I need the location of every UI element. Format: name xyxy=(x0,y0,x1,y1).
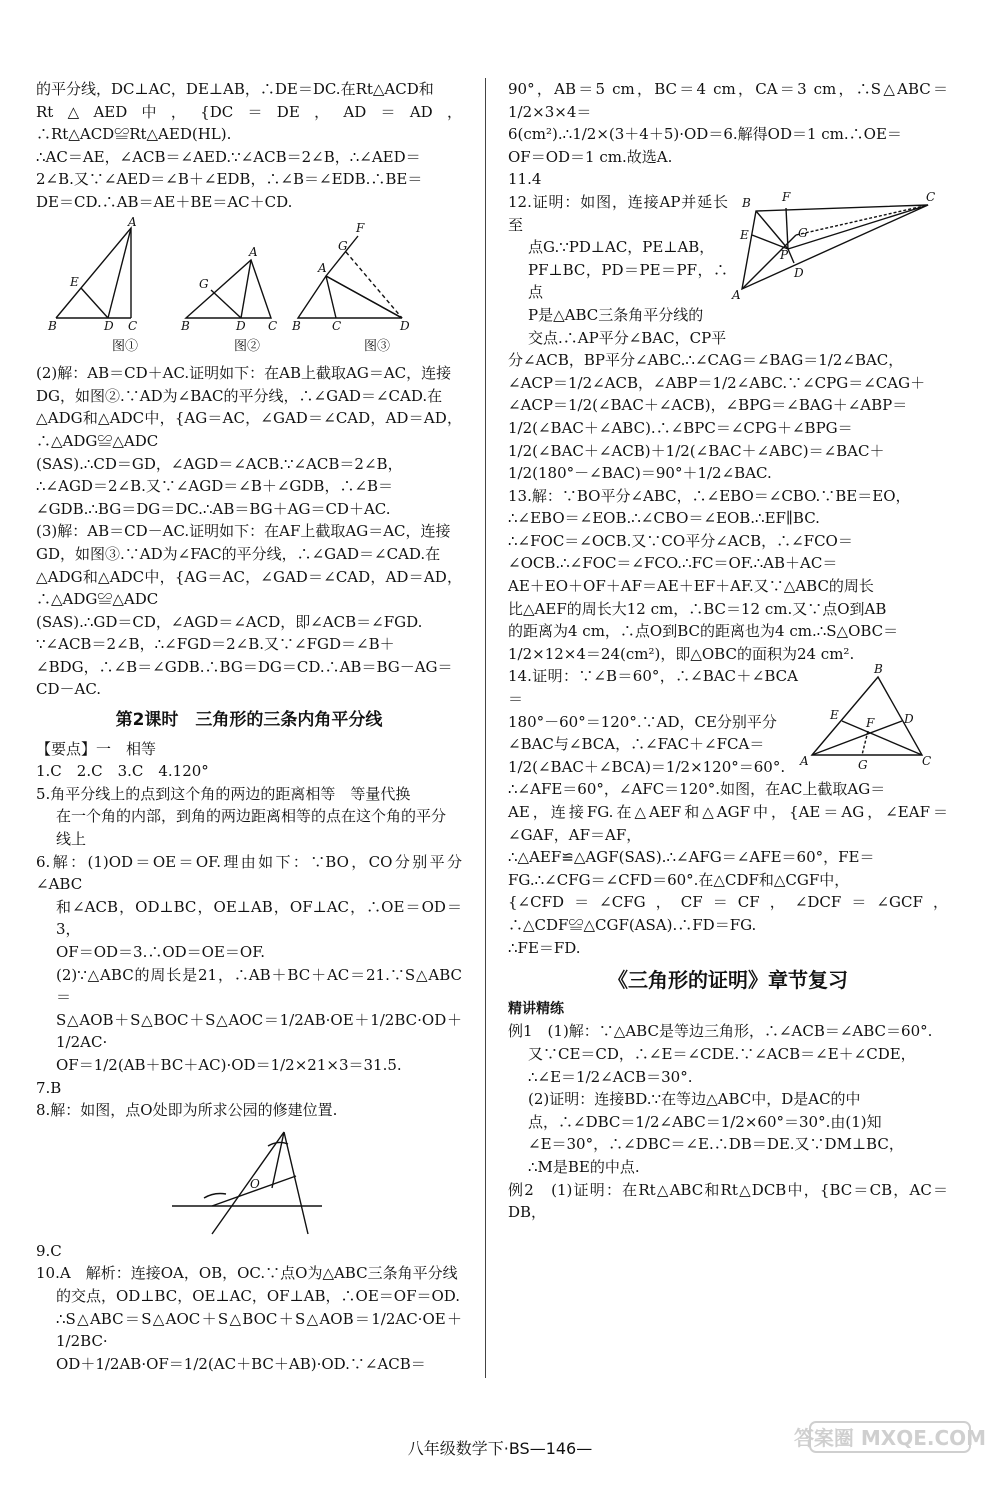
svg-text:A: A xyxy=(128,214,137,229)
column-divider xyxy=(485,78,486,1378)
svg-text:G: G xyxy=(338,238,348,253)
text-line: 在一个角的内部，到角的两边距离相等的点在这个角的平分 xyxy=(56,807,447,826)
text-line: ∴∠FOC＝∠OCB.又∵CO平分∠ACB，∴∠FCO＝ xyxy=(508,531,853,550)
svg-text:C: C xyxy=(268,318,278,333)
text-line: 1/2(180°－∠BAC)＝90°＋1/2∠BAC. xyxy=(508,464,772,483)
text-line: (SAS).∴CD＝GD，∠AGD＝∠ACB.∵∠ACB＝2∠B， xyxy=(36,454,403,473)
text-line: OF＝1/2(AB＋BC＋AC)·OD＝1/2×21×3＝31.5. xyxy=(56,1055,402,1074)
text-line: FG.∴∠CFG＝∠CFD＝60°.在△CDF和△CGF中， xyxy=(508,870,850,889)
text-line: 13.解：∵BO平分∠ABC，∴∠EBO＝∠CBO.∵BE＝EO， xyxy=(508,486,911,505)
svg-text:E: E xyxy=(740,227,749,242)
text-line: ∵∠ACB＝2∠B，∴∠FGD＝2∠B.又∵∠FGD＝∠B＋ xyxy=(36,635,395,654)
text-line: 6(cm²).∴1/2×(3＋4＋5)·OD＝6.解得OD＝1 cm.∴OE＝ xyxy=(508,125,902,144)
svg-text:C: C xyxy=(128,318,138,333)
park-location-figure xyxy=(36,1126,456,1236)
text-line: 12.证明：如图，连接AP并延长至 xyxy=(508,192,728,234)
text-line: (SAS).∴GD＝CD，∠AGD＝∠ACD，即∠ACB＝∠FGD. xyxy=(36,612,423,631)
text-line: 90°，AB＝5 cm，BC＝4 cm，CA＝3 cm，∴S△ABC＝1/2×3×4＝ xyxy=(508,80,948,121)
text-line: AE，连接FG.在△AEF和△AGF中，{AE＝AG，∠EAF＝∠GAF，AF＝AF， xyxy=(508,803,948,844)
svg-text:D: D xyxy=(904,712,914,727)
text-line: (2)证明：连接BD.∵在等边△ABC中，D是AC的中 xyxy=(528,1090,861,1109)
text-line: GD，如图③.∵AD为∠FAC的平分线，∴∠GAD＝∠CAD.在 xyxy=(36,544,441,563)
text-line: (2)解：AB＝CD＋AC.证明如下：在AB上截取AG＝AC，连接 xyxy=(36,364,452,383)
text-line: ∠GDB.∴BG＝DG＝DC.∴AB＝BG＋AG＝CD＋AC. xyxy=(36,499,391,518)
text-line: △ADG和△ADC中，{AG＝AC，∠GAD＝∠CAD，AD＝AD，∴△ADG≌△ADC xyxy=(36,567,462,609)
watermark-text: 答案圈 MXQE.COM xyxy=(793,1426,987,1450)
text-line: 点G.∵PD⊥AC，PE⊥AB， xyxy=(528,238,715,257)
text-line: 例1 (1)解：∵△ABC是等边三角形，∴∠ACB＝∠ABC＝60°. xyxy=(508,1022,933,1041)
text-line: 1/2×12×4＝24(cm²)，即△OBC的面积为24 cm². xyxy=(508,644,855,663)
svg-text:F: F xyxy=(782,189,791,204)
svg-text:D: D xyxy=(794,265,804,280)
chapter-review-title: 《三角形的证明》章节复习 xyxy=(608,968,848,993)
text-line: 的交点，OD⊥BC，OE⊥AC，OF⊥AB，∴OE＝OF＝OD. xyxy=(56,1286,461,1305)
svg-text:P: P xyxy=(780,247,789,262)
text-line: ∠BAC与∠BCA，∴∠FAC＋∠FCA＝ xyxy=(508,735,765,754)
svg-text:B: B xyxy=(874,662,883,677)
text-line: ∠OCB.∴∠FOC＝∠FCO.∴FC＝OF.∴AB＋AC＝ xyxy=(508,554,838,573)
text-line: OF＝OD＝1 cm.故选A. xyxy=(508,147,673,166)
svg-text:E: E xyxy=(70,274,79,289)
text-line: ∴FE＝FD. xyxy=(508,938,581,957)
svg-text:B: B xyxy=(48,318,57,333)
svg-text:C: C xyxy=(926,189,936,204)
text-line: AE＋EO＋OF＋AF＝AE＋EF＋AF.又∵△ABC的周长 xyxy=(508,577,874,596)
text-line: 线上 xyxy=(56,830,87,849)
text-line: 7.B xyxy=(36,1078,62,1097)
section-label: 精讲精练 xyxy=(508,1000,564,1017)
text-line: 5.角平分线上的点到这个角的两边的距离相等 等量代换 xyxy=(36,784,411,803)
text-line: ∠BDG，∴∠B＝∠GDB.∴BG＝DG＝CD.∴AB＝BG－AG＝ xyxy=(36,657,453,676)
text-line: ∠ACP＝1/2∠ACB，∠ABP＝1/2∠ABC.∵∠CPG＝∠CAG＋ xyxy=(508,373,926,392)
figure-caption-2: 图② xyxy=(234,338,261,354)
section-title: 第2课时 三角形的三条内角平分线 xyxy=(115,710,383,731)
text-line: ∠ACP＝1/2(∠BAC＋∠ACB)，∠BPG＝∠BAG＋∠ABP＝ xyxy=(508,396,908,415)
text-line: 例2 (1)证明：在Rt△ABC和Rt△DCB中，{BC＝CB，AC＝DB， xyxy=(508,1180,948,1222)
text-line: OF＝OD＝3.∴OD＝OE＝OF. xyxy=(56,943,266,961)
triangle-figures-1-3 xyxy=(36,214,456,338)
svg-text:A: A xyxy=(249,244,258,259)
svg-text:G: G xyxy=(858,758,868,773)
text-line: 1/2(∠BAC＋∠ACB)＋1/2(∠BAC＋∠ABC)＝∠BAC＋ xyxy=(508,441,885,460)
watermark-logo xyxy=(793,1418,987,1478)
text-line: ∴AC＝AE，∠ACB＝∠AED.∵∠ACB＝2∠B，∴∠AED＝ xyxy=(36,147,421,166)
text-line: ∴∠E＝1/2∠ACB＝30°. xyxy=(528,1067,693,1086)
text-line: 点，∴∠DBC＝1/2∠ABC＝1/2×60°＝30°.由(1)知 xyxy=(528,1112,882,1131)
svg-text:D: D xyxy=(236,318,246,333)
text-line: 8.解：如图，点O处即为所求公园的修建位置. xyxy=(36,1101,338,1120)
angle-bisector-figure-12 xyxy=(728,191,938,301)
text-line: ∴△AEF≌△AGF(SAS).∴∠AFG＝∠AFE＝60°，FE＝ xyxy=(508,848,875,867)
text-line: {∠CFD＝∠CFG，CF＝CF，∠DCF＝∠GCF，∴△CDF≌△CGF(ASA).∴FD＝FG. xyxy=(508,893,948,934)
text-line: 交点.∴AP平分∠BAC，CP平 xyxy=(528,328,727,347)
text-line: 【要点】一 相等 xyxy=(36,739,157,758)
svg-text:G: G xyxy=(798,225,808,240)
text-line: 9.C xyxy=(36,1241,62,1260)
text-line: 1/2(∠BAC＋∠BCA)＝1/2×120°＝60°. xyxy=(508,757,786,776)
text-line: PF⊥BC，PD＝PE＝PF，∴点 xyxy=(528,260,728,302)
text-line: 1.C 2.C 3.C 4.120° xyxy=(36,762,209,781)
svg-text:F: F xyxy=(356,220,365,235)
text-line: 180°－60°＝120°.∵AD，CE分别平分 xyxy=(508,712,777,731)
svg-text:B: B xyxy=(292,318,301,333)
text-line: ∴∠EBO＝∠EOB.∴∠CBO＝∠EOB.∴EF∥BC. xyxy=(508,509,820,528)
text-line: 比△AEF的周长大12 cm，∴BC＝12 cm.又∵点O到AB xyxy=(508,599,887,618)
svg-text:A: A xyxy=(800,754,809,769)
figure-caption-1: 图① xyxy=(112,338,139,354)
text-line: 11.4 xyxy=(508,170,542,189)
text-line: ∴∠AFE＝60°，∠AFC＝120°.如图，在AC上截取AG＝ xyxy=(508,780,886,799)
text-line: (2)∵△ABC的周长是21，∴AB＋BC＋AC＝21.∵S△ABC＝ xyxy=(56,965,462,1007)
text-line: 和∠ACB，OD⊥BC，OE⊥AB，OF⊥AC，∴OE＝OD＝3， xyxy=(56,897,462,939)
text-line: CD－AC. xyxy=(36,680,102,699)
text-line: 10.A 解析：连接OA，OB，OC.∵点O为△ABC三条角平分线 xyxy=(36,1264,458,1283)
text-line: 的平分线，DC⊥AC，DE⊥AB，∴DE＝DC.在Rt△ACD和 xyxy=(36,80,434,98)
svg-text:F: F xyxy=(866,716,875,731)
text-line: 1/2(∠BAC＋∠ABC).∴∠BPC＝∠CPG＋∠BPG＝ xyxy=(508,418,853,437)
svg-text:B: B xyxy=(742,195,751,210)
text-line: (3)解：AB＝CD－AC.证明如下：在AF上截取AG＝AC，连接 xyxy=(36,522,451,541)
text-line: ∴S△ABC＝S△AOC＋S△BOC＋S△AOB＝1/2AC·OE＋1/2BC· xyxy=(56,1309,462,1351)
text-line: DE＝CD.∴AB＝AE＋BE＝AC＋CD. xyxy=(36,192,293,211)
svg-text:B: B xyxy=(181,318,190,333)
svg-text:A: A xyxy=(318,260,327,275)
svg-text:C: C xyxy=(922,754,932,769)
svg-text:D: D xyxy=(400,318,410,333)
text-line: 的距离为4 cm，∴点O到BC的距离也为4 cm.∴S△OBC＝ xyxy=(508,622,899,641)
text-line: 6.解：(1)OD＝OE＝OF.理由如下：∵BO，CO分别平分∠ABC xyxy=(36,852,462,894)
left-column xyxy=(36,78,462,1375)
page-footer: 八年级数学下·BS—146— xyxy=(407,1439,593,1458)
text-line: 14.证明：∵∠B＝60°，∴∠BAC＋∠BCA＝ xyxy=(508,667,798,709)
text-line: △ADG和△ADC中，{AG＝AC，∠GAD＝∠CAD，AD＝AD，∴△ADG≌△ADC xyxy=(36,409,462,450)
svg-text:A: A xyxy=(732,287,741,302)
text-line: ∴∠AGD＝2∠B.又∵∠AGD＝∠B＋∠GDB，∴∠B＝ xyxy=(36,477,394,496)
svg-text:G: G xyxy=(199,276,209,291)
text-line: ∠E＝30°，∴∠DBC＝∠E.∴DB＝DE.又∵DM⊥BC， xyxy=(528,1135,904,1154)
figure-caption-3: 图③ xyxy=(364,338,391,354)
svg-text:C: C xyxy=(332,318,342,333)
text-line: 分∠ACB，BP平分∠ABC.∴∠CAG＝∠BAG＝1/2∠BAC， xyxy=(508,351,904,370)
text-line: ∴M是BE的中点. xyxy=(528,1157,640,1176)
text-line: DG，如图②.∵AD为∠BAC的平分线，∴∠GAD＝∠CAD.在 xyxy=(36,386,443,405)
text-line: 又∵CE＝CD，∴∠E＝∠CDE.∵∠ACB＝∠E＋∠CDE， xyxy=(528,1044,916,1063)
text-line: 2∠B.又∵∠AED＝∠B＋∠EDB，∴∠B＝∠EDB.∴BE＝ xyxy=(36,170,423,189)
text-line: Rt△AED中，{DC＝DE，AD＝AD，∴Rt△ACD≌Rt△AED(HL). xyxy=(36,102,462,144)
svg-text:E: E xyxy=(830,708,839,723)
svg-text:D: D xyxy=(104,318,114,333)
text-line: OD＋1/2AB·OF＝1/2(AC＋BC＋AB)·OD.∵∠ACB＝ xyxy=(56,1354,426,1373)
right-column xyxy=(508,78,948,1224)
text-line: S△AOB＋S△BOC＋S△AOC＝1/2AB·OE＋1/2BC·OD＋1/2AC· xyxy=(56,1010,462,1052)
triangle-figure-14 xyxy=(798,662,938,775)
svg-text:O: O xyxy=(250,1176,260,1191)
text-line: P是△ABC三条角平分线的 xyxy=(528,305,704,324)
